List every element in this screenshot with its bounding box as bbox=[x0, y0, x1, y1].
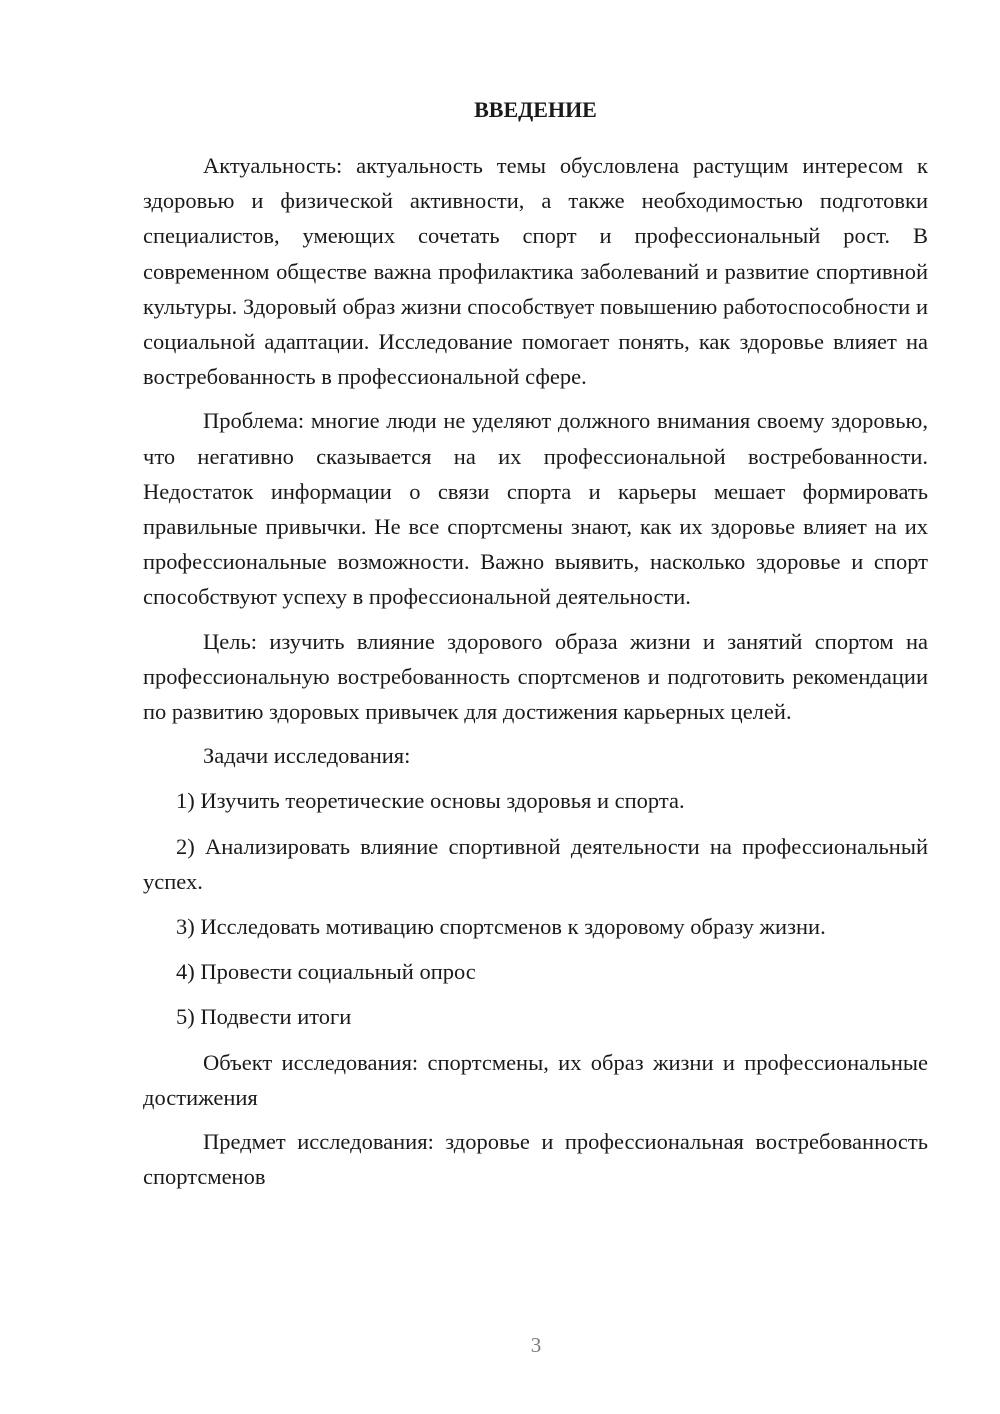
page-number: 3 bbox=[530, 1333, 542, 1357]
research-object-paragraph: Объект исследования: спортсмены, их образ жизни и профессиональные достижения bbox=[143, 1049, 928, 1110]
goal-paragraph: Цель: изучить влияние здорового образа жизни и занятий спортом на профессиональную востребованность спортсменов и подготовить рекомендации по развитию здоровых привычек для достижения карьерных целей. bbox=[143, 628, 928, 725]
task-item-3: 3) Исследовать мотивацию спортсменов к здоровому образу жизни. bbox=[176, 914, 826, 940]
section-title: ВВЕДЕНИЕ bbox=[474, 97, 597, 122]
tasks-heading: Задачи исследования: bbox=[203, 743, 411, 769]
task-item-5: 5) Подвести итоги bbox=[176, 1004, 352, 1030]
research-subject-paragraph: Предмет исследования: здоровье и профессиональная востребованность спортсменов bbox=[143, 1129, 928, 1190]
task-item-1: 1) Изучить теоретические основы здоровья и спорта. bbox=[176, 788, 685, 814]
task-item-2: 2) Анализировать влияние спортивной деятельности на профессиональный успех. bbox=[143, 833, 928, 894]
page-content bbox=[143, 92, 928, 1203]
problem-paragraph: Проблема: многие люди не уделяют должного внимания своему здоровью, что негативно сказывается на их профессиональной востребованности. Недостаток информации о связи спорта и карьеры мешает формировать правильные привычки. Не все спортсмены знают, как их здоровье влияет на их профессиональные возможности. Важно выявить, насколько здоровье и спорт способствуют успеху в профессиональной деятельности. bbox=[143, 408, 928, 610]
relevance-paragraph: Актуальность: актуальность темы обусловлена растущим интересом к здоровью и физической активности, а также необходимостью подготовки специалистов, умеющих сочетать спорт и профессиональный рост. В современном обществе важна профилактика заболеваний и развитие спортивной культуры. Здоровый образ жизни способствует повышению работоспособности и социальной адаптации. Исследование помогает понять, как здоровье влияет на востребованность в профессиональной сфере. bbox=[143, 153, 928, 390]
task-item-4: 4) Провести социальный опрос bbox=[176, 959, 476, 985]
